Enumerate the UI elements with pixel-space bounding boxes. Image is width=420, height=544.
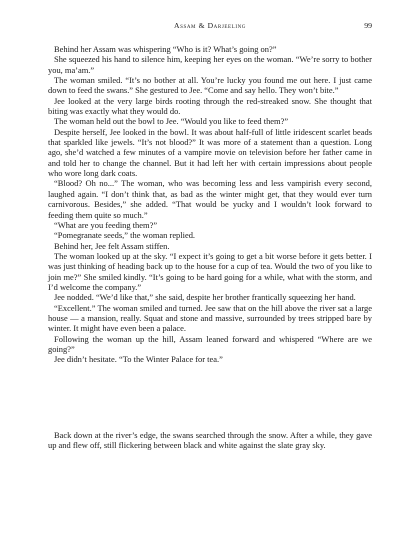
- paragraph: Jee nodded. “We’d like that,” she said, despite her brother frantically squeezing her hand.: [54, 292, 356, 303]
- paragraph: “Blood? Oh no...” The woman, who was becoming less and less vampirish every second, laughed again. “I don’t think that, as bad as the winter might get, that they would ever turn carnivorous. Besides,” she added. “That would be yucky and I wouldn’t look forward to feeding them quite so much.”: [48, 178, 372, 220]
- paragraph: Behind her, Jee felt Assam stiffen.: [54, 240, 170, 251]
- paragraph: Jee looked at the very large birds rooting through the red-streaked snow. She thought that biting was exactly what they would do.: [48, 95, 372, 117]
- paragraph: “Excellent.” The woman smiled and turned. Jee saw that on the hill above the river sat a large house — a mansion, really. Squat and stone and massive, surrounded by trees stripped bare by winter. It might have even been a palace.: [48, 302, 372, 334]
- paragraph: Despite herself, Jee looked in the bowl. It was about half-full of little iridescent scarlet beads that sparkled like jewels. “It’s not blood?” It was more of a statement than a question. Long ago, she’d watched a few minutes of a vampire movie on television before her father came in and told her to change the channel. But it had left her with certain impressions about people who wore long dark coats.: [48, 126, 372, 179]
- closing-section: [48, 430, 372, 451]
- paragraph: Following the woman up the hill, Assam leaned forward and whispered “Where are we going?”: [48, 333, 372, 354]
- closing-paragraph: Back down at the river’s edge, the swans searched through the snow. After a while, they gave up and flew off, still flickering between black and white against the slate gray sky.: [48, 430, 372, 451]
- paragraph: The woman held out the bowl to Jee. “Would you like to feed them?”: [54, 116, 289, 127]
- running-title: Assam & Darjeeling: [173, 21, 247, 30]
- paragraph: She squeezed his hand to silence him, keeping her eyes on the woman. “We’re sorry to bother you, ma’am.”: [48, 54, 372, 75]
- paragraph: “What are you feeding them?”: [54, 219, 158, 230]
- paragraph: “Pomegranate seeds,” the woman replied.: [54, 230, 196, 241]
- paragraph: Behind her Assam was whispering “Who is it? What’s going on?”: [54, 44, 277, 54]
- running-header: [48, 21, 372, 33]
- paragraph: The woman smiled. “It’s no bother at all. You’re lucky you found me out here. I just came down to feed the swans.” She gestured to Jee. “Come and say hello. They won’t bite.”: [48, 75, 372, 96]
- body-text: [48, 44, 372, 365]
- paragraph: The woman looked up at the sky. “I expect it’s going to get a bit worse before it gets better. I was just thinking of heading back up to the house for a cup of tea. Would the two of you like to join me?” She smiled kindly. “It’s going to be hard going for a while, what with the storm, and I’d welcome the company.”: [48, 250, 372, 292]
- paragraph: Jee didn’t hesitate. “To the Winter Palace for tea.”: [54, 354, 223, 365]
- page-number: 99: [364, 21, 372, 30]
